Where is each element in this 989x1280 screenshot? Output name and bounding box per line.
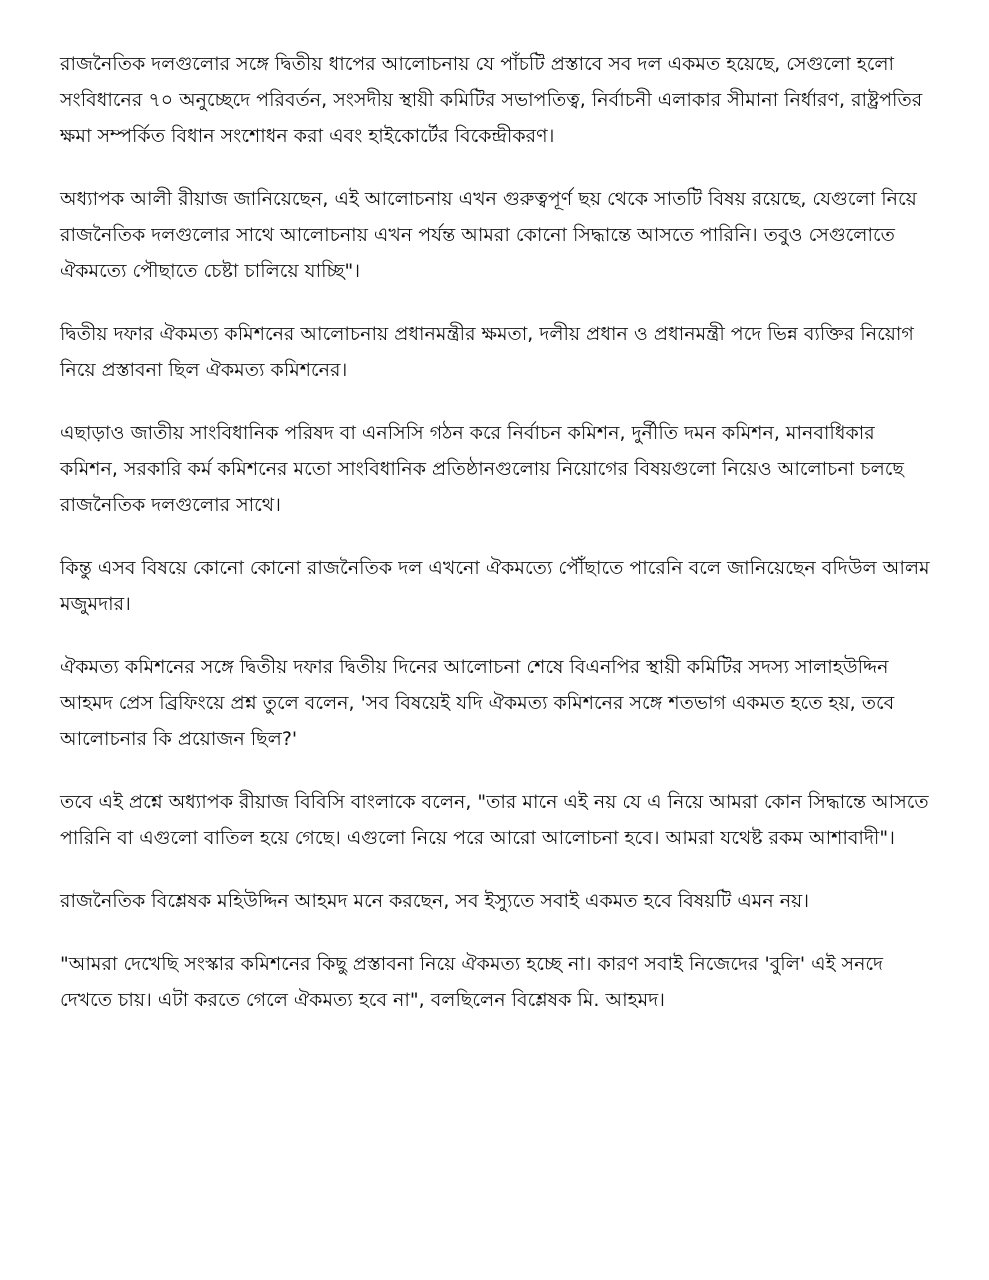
paragraph-majumdar: কিন্তু এসব বিষয়ে কোনো কোনো রাজনৈতিক দল এখনো ঐকমত্যে পৌঁছাতে পারেনি বলে জানিয়েছেন বদিউল আলম মজুমদার। <box>60 557 930 615</box>
paragraph-riaz-response: তবে এই প্রশ্নে অধ্যাপক রীয়াজ বিবিসি বাংলাকে বলেন, "তার মানে এই নয় যে এ নিয়ে আমরা কোন সিদ্ধান্তে আসতে পারিনি বা এগুলো বাতিল হয়ে গেছে। এগুলো নিয়ে পরে আরো আলোচনা হবে। আমরা যথেষ্ট রকম আশাবাদী"। <box>60 791 929 849</box>
paragraph-consensus-proposals: রাজনৈতিক দলগুলোর সঙ্গে দ্বিতীয় ধাপের আলোচনায় যে পাঁচটি প্রস্তাবে সব দল একমত হয়েছে, সেগুলো হলো সংবিধানের ৭০ অনুচ্ছেদে পরিবর্তন, সংসদীয় স্থায়ী কমিটির সভাপতিত্ব, নির্বাচনী এলাকার সীমানা নির্ধারণ, রাষ্ট্রপতির ক্ষমা সম্পর্কিত বিধান সংশোধন করা এবং হাইকোর্টের বিকেন্দ্রীকরণ। <box>60 53 923 147</box>
paragraph-analyst-quote: "আমরা দেখেছি সংস্কার কমিশনের কিছু প্রস্তাবনা নিয়ে ঐকমত্য হচ্ছে না। কারণ সবাই নিজেদের 'বুলি' এই সনদে দেখতে চায়। এটা করতে গেলে ঐকমত্য হবে না", বলছিলেন বিশ্লেষক মি. আহমদ। <box>60 953 884 1011</box>
paragraph-riaz-statement: অধ্যাপক আলী রীয়াজ জানিয়েছেন, এই আলোচনায় এখন গুরুত্বপূর্ণ ছয় থেকে সাতটি বিষয় রয়েছে, যেগুলো নিয়ে রাজনৈতিক দলগুলোর সাথে আলোচনায় এখন পর্যন্ত আমরা কোনো সিদ্ধান্তে আসতে পারিনি। তবুও সেগুলোতে ঐকমত্যে পৌছাতে চেষ্টা চালিয়ে যাচ্ছি"। <box>60 188 917 282</box>
paragraph-analyst-view: রাজনৈতিক বিশ্লেষক মহিউদ্দিন আহমদ মনে করছেন, সব ইস্যুতে সবাই একমত হবে বিষয়টি এমন নয়। <box>60 890 810 912</box>
paragraph-ncc: এছাড়াও জাতীয় সাংবিধানিক পরিষদ বা এনসিসি গঠন করে নির্বাচন কমিশন, দুর্নীতি দমন কমিশন, মানবাধিকার কমিশন, সরকারি কর্ম কমিশনের মতো সাংবিধানিক প্রতিষ্ঠানগুলোয় নিয়োগের বিষয়গুলো নিয়েও আলোচনা চলছে রাজনৈতিক দলগুলোর সাথে। <box>60 422 904 516</box>
article-body <box>60 46 935 1045</box>
paragraph-second-round: দ্বিতীয় দফার ঐকমত্য কমিশনের আলোচনায় প্রধানমন্ত্রীর ক্ষমতা, দলীয় প্রধান ও প্রধানমন্ত্রী পদে ভিন্ন ব্যক্তির নিয়োগ নিয়ে প্রস্তাবনা ছিল ঐকমত্য কমিশনের। <box>60 323 914 381</box>
paragraph-salahuddin-question: ঐকমত্য কমিশনের সঙ্গে দ্বিতীয় দফার দ্বিতীয় দিনের আলোচনা শেষে বিএনপির স্থায়ী কমিটির সদস্য সালাহউদ্দিন আহমদ প্রেস ব্রিফিংয়ে প্রশ্ন তুলে বলেন, 'সব বিষয়েই যদি ঐকমত্য কমিশনের সঙ্গে শতভাগ একমত হতে হয়, তবে আলোচনার কি প্রয়োজন ছিল?' <box>60 656 895 750</box>
